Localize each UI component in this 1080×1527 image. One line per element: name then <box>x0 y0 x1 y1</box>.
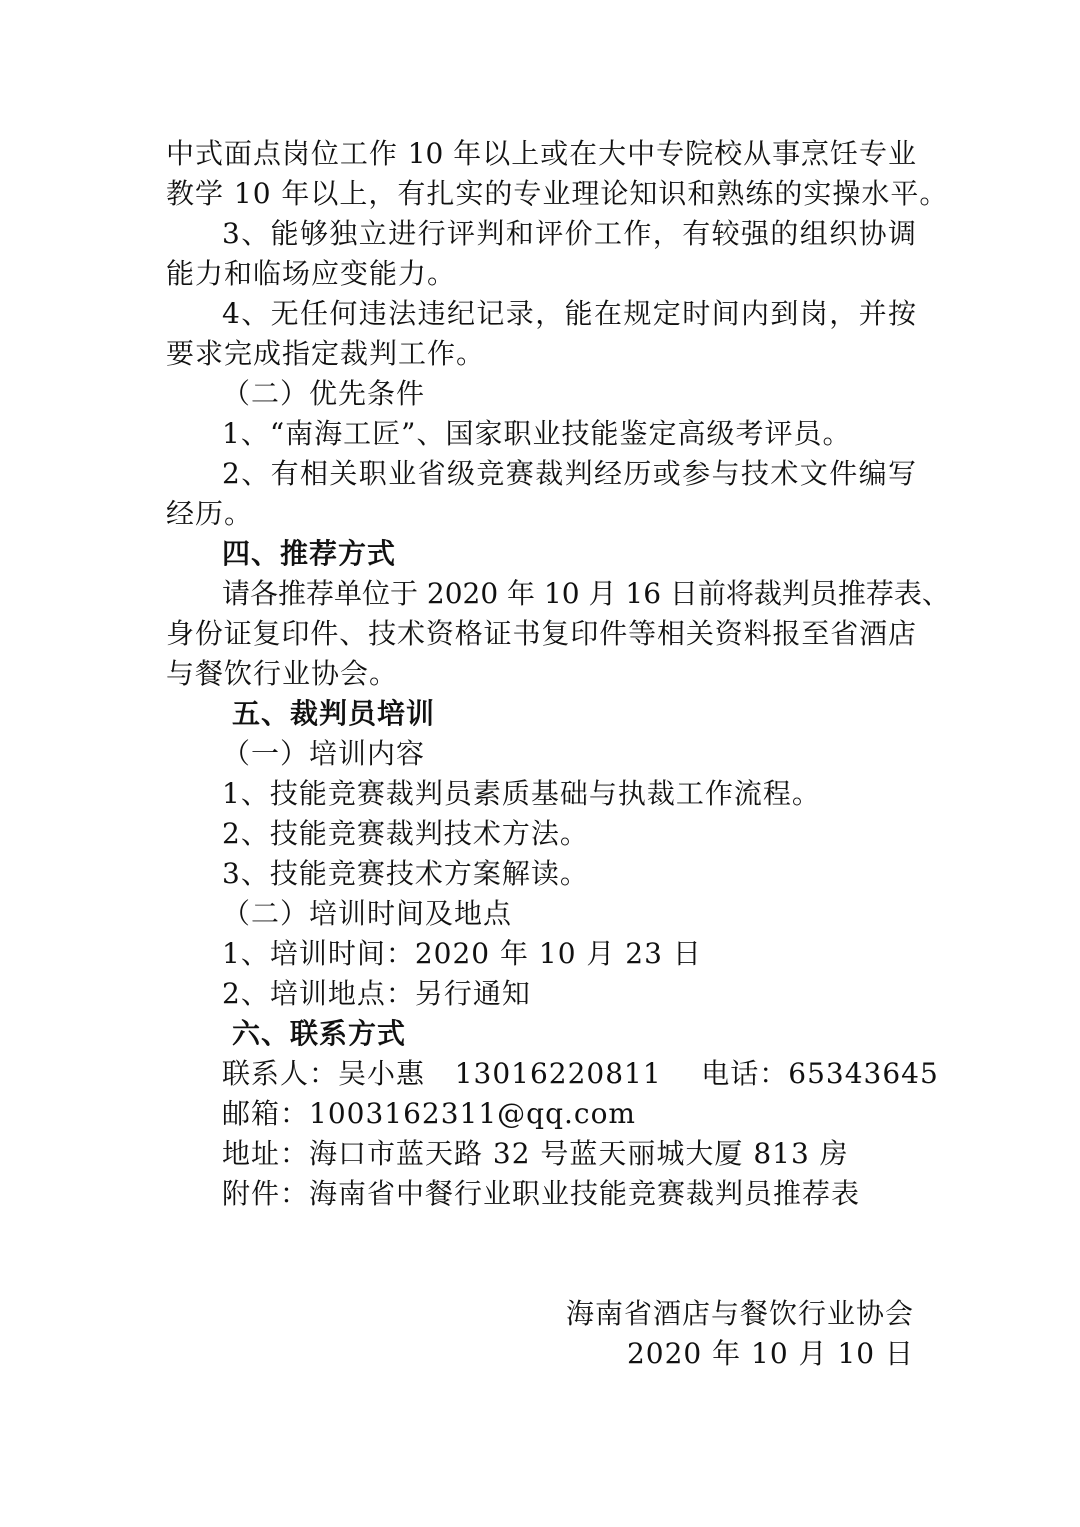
contact-line: 联系人：吴小惠 13016220811 电话：65343645 <box>222 1057 939 1090</box>
subsection-heading: （二）优先条件 <box>222 377 426 410</box>
email-line: 邮箱：1003162311@qq.com <box>222 1097 636 1130</box>
paragraph-line: 3、能够独立进行评判和评价工作，有较强的组织协调 <box>222 217 916 250</box>
paragraph-line: 要求完成指定裁判工作。 <box>166 337 486 370</box>
paragraph-line: 经历。 <box>166 497 254 530</box>
list-item: 1、“南海工匠”、国家职业技能鉴定高级考评员。 <box>222 417 852 450</box>
section-heading: 五、裁判员培训 <box>232 697 436 730</box>
paragraph-line: 与餐饮行业协会。 <box>166 657 399 690</box>
paragraph-line: 中式面点岗位工作 10 年以上或在大中专院校从事烹饪专业 <box>166 137 916 170</box>
subsection-heading: （二）培训时间及地点 <box>222 897 513 930</box>
paragraph-line: 教学 10 年以上，有扎实的专业理论知识和熟练的实操水平。 <box>166 177 949 210</box>
list-item: 1、技能竞赛裁判员素质基础与执裁工作流程。 <box>222 777 821 810</box>
list-item: 1、培训时间：2020 年 10 月 23 日 <box>222 937 702 970</box>
paragraph-line: 请各推荐单位于 2020 年 10 月 16 日前将裁判员推荐表、 <box>222 577 950 610</box>
list-item: 2、培训地点：另行通知 <box>222 977 531 1010</box>
list-item: 2、有相关职业省级竞赛裁判经历或参与技术文件编写 <box>222 457 916 490</box>
attachment-line: 附件：海南省中餐行业职业技能竞赛裁判员推荐表 <box>222 1177 861 1210</box>
subsection-heading: （一）培训内容 <box>222 737 426 770</box>
paragraph-line: 4、无任何违法违纪记录，能在规定时间内到岗，并按 <box>222 297 916 330</box>
address-line: 地址：海口市蓝天路 32 号蓝天丽城大厦 813 房 <box>222 1137 849 1170</box>
signature-date: 2020 年 10 月 10 日 <box>626 1337 914 1370</box>
section-heading: 四、推荐方式 <box>222 537 397 570</box>
paragraph-line: 能力和临场应变能力。 <box>166 257 457 290</box>
paragraph-line: 身份证复印件、技术资格证书复印件等相关资料报至省酒店 <box>166 617 916 650</box>
list-item: 2、技能竞赛裁判技术方法。 <box>222 817 589 850</box>
section-heading: 六、联系方式 <box>232 1017 407 1050</box>
signature-organization: 海南省酒店与餐饮行业协会 <box>565 1297 914 1330</box>
list-item: 3、技能竞赛技术方案解读。 <box>222 857 589 890</box>
